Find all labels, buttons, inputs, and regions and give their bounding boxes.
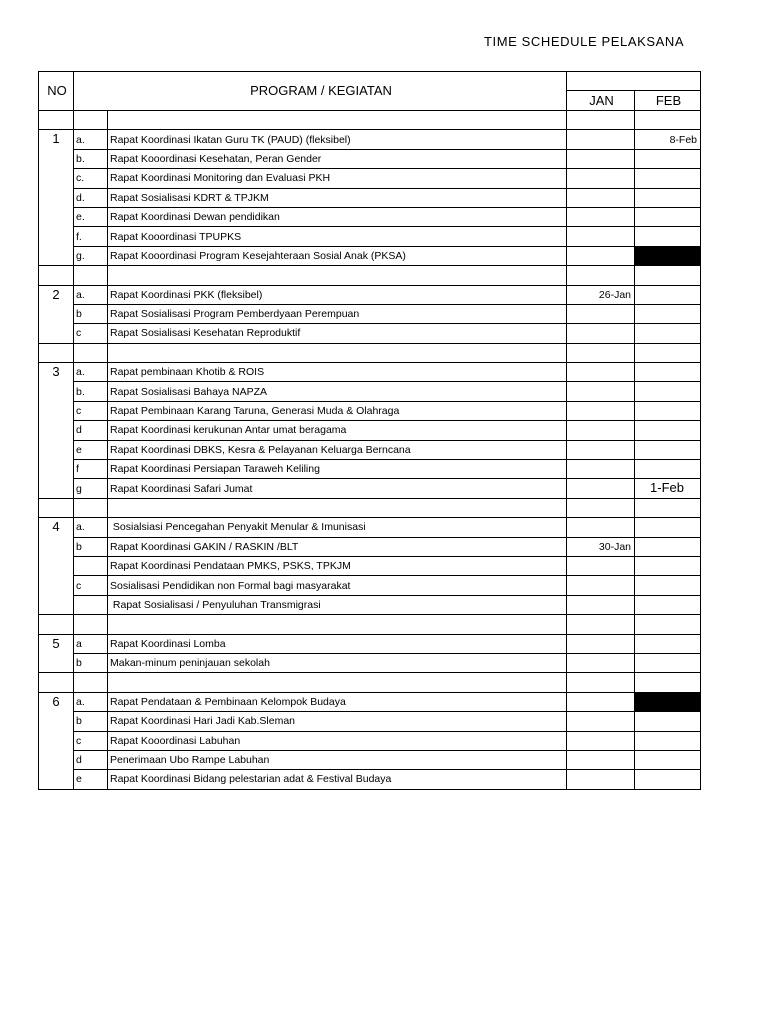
item-letter — [74, 556, 108, 575]
feb-cell — [635, 207, 701, 226]
feb-cell — [635, 750, 701, 769]
table-row — [39, 382, 701, 401]
feb-cell: 1-Feb — [635, 479, 701, 498]
page-title: TIME SCHEDULE PELAKSANA — [484, 34, 685, 49]
empty-cell — [567, 111, 635, 130]
jan-cell: 26-Jan — [567, 285, 635, 304]
feb-cell — [635, 460, 701, 479]
table-row — [39, 207, 701, 226]
empty-cell — [39, 615, 74, 634]
item-letter: d — [74, 750, 108, 769]
group-number: 1 — [39, 130, 74, 266]
item-text: Rapat Kooordinasi Kesehatan, Peran Gender — [108, 149, 567, 168]
empty-cell — [39, 498, 74, 517]
empty-cell — [108, 498, 567, 517]
jan-cell — [567, 246, 635, 265]
table-row — [39, 149, 701, 168]
item-text: Rapat Sosialisasi / Penyuluhan Transmigrasi — [108, 595, 567, 614]
item-letter: b — [74, 653, 108, 672]
table-row — [39, 692, 701, 711]
item-text: Rapat Pendataan & Pembinaan Kelompok Budaya — [108, 692, 567, 711]
table-row — [39, 712, 701, 731]
item-letter: c — [74, 576, 108, 595]
empty-cell — [74, 266, 108, 285]
feb-cell — [635, 731, 701, 750]
empty-cell — [74, 343, 108, 362]
item-text: Makan-minum peninjauan sekolah — [108, 653, 567, 672]
jan-cell — [567, 227, 635, 246]
feb-cell — [635, 712, 701, 731]
table-row — [39, 421, 701, 440]
table-row — [39, 595, 701, 614]
empty-cell — [39, 673, 74, 692]
empty-cell — [108, 266, 567, 285]
jan-cell — [567, 770, 635, 789]
item-text: Rapat Kooordinasi Labuhan — [108, 731, 567, 750]
jan-cell — [567, 634, 635, 653]
empty-cell — [635, 498, 701, 517]
table-row — [39, 770, 701, 789]
feb-cell — [635, 188, 701, 207]
item-text: Rapat Sosialisasi Program Pemberdyaan Perempuan — [108, 304, 567, 323]
table-row — [39, 653, 701, 672]
item-text: Rapat Pembinaan Karang Taruna, Generasi Muda & Olahraga — [108, 401, 567, 420]
item-letter: b — [74, 537, 108, 556]
table-row — [39, 479, 701, 498]
jan-cell — [567, 207, 635, 226]
feb-cell — [635, 421, 701, 440]
group-number: 6 — [39, 692, 74, 789]
feb-cell — [635, 227, 701, 246]
empty-cell — [74, 111, 108, 130]
group-number: 4 — [39, 518, 74, 615]
feb-cell — [635, 246, 701, 265]
item-text: Rapat Sosialisasi Bahaya NAPZA — [108, 382, 567, 401]
item-letter: e — [74, 770, 108, 789]
feb-cell — [635, 324, 701, 343]
empty-cell — [635, 111, 701, 130]
feb-cell — [635, 382, 701, 401]
empty-cell — [74, 615, 108, 634]
item-letter: e. — [74, 207, 108, 226]
item-text: Rapat Koordinasi Monitoring dan Evaluasi PKH — [108, 169, 567, 188]
jan-cell — [567, 460, 635, 479]
item-letter: a. — [74, 130, 108, 149]
empty-cell — [635, 266, 701, 285]
feb-cell — [635, 363, 701, 382]
jan-cell — [567, 576, 635, 595]
jan-cell — [567, 731, 635, 750]
item-letter — [74, 595, 108, 614]
jan-cell — [567, 304, 635, 323]
item-text: Rapat Kooordinasi Program Kesejahteraan Sosial Anak (PKSA) — [108, 246, 567, 265]
table-row — [39, 285, 701, 304]
empty-cell — [39, 266, 74, 285]
item-letter: g — [74, 479, 108, 498]
jan-cell — [567, 440, 635, 459]
empty-cell — [74, 673, 108, 692]
empty-cell — [567, 673, 635, 692]
item-letter: g. — [74, 246, 108, 265]
item-text: Sosialisasi Pendidikan non Formal bagi masyarakat — [108, 576, 567, 595]
item-text: Rapat Koordinasi Ikatan Guru TK (PAUD) (fleksibel) — [108, 130, 567, 149]
header-no: NO — [39, 72, 74, 111]
table-row — [39, 130, 701, 149]
empty-cell — [635, 615, 701, 634]
item-text: Rapat Sosialisasi Kesehatan Reproduktif — [108, 324, 567, 343]
feb-cell — [635, 518, 701, 537]
item-text: Rapat pembinaan Khotib & ROIS — [108, 363, 567, 382]
empty-cell — [567, 266, 635, 285]
jan-cell — [567, 556, 635, 575]
feb-cell — [635, 169, 701, 188]
spacer-row — [39, 111, 701, 130]
table-row — [39, 227, 701, 246]
item-letter: f — [74, 460, 108, 479]
header-row-1 — [39, 72, 701, 91]
jan-cell — [567, 169, 635, 188]
empty-cell — [567, 615, 635, 634]
group-number: 2 — [39, 285, 74, 343]
spacer-row — [39, 266, 701, 285]
feb-cell — [635, 285, 701, 304]
spacer-row — [39, 673, 701, 692]
jan-cell — [567, 479, 635, 498]
item-letter: e — [74, 440, 108, 459]
feb-cell: 8-Feb — [635, 130, 701, 149]
header-program: PROGRAM / KEGIATAN — [74, 72, 567, 111]
item-text: Penerimaan Ubo Rampe Labuhan — [108, 750, 567, 769]
feb-cell — [635, 595, 701, 614]
item-text: Rapat Koordinasi DBKS, Kesra & Pelayanan Keluarga Berncana — [108, 440, 567, 459]
empty-cell — [108, 111, 567, 130]
item-text: Rapat Koordinasi Dewan pendidikan — [108, 207, 567, 226]
item-letter: a. — [74, 692, 108, 711]
item-letter: a. — [74, 363, 108, 382]
empty-cell — [108, 343, 567, 362]
jan-cell — [567, 149, 635, 168]
table-row — [39, 363, 701, 382]
item-text: Rapat Kooordinasi TPUPKS — [108, 227, 567, 246]
feb-cell — [635, 770, 701, 789]
item-text: Sosialsiasi Pencegahan Penyakit Menular & Imunisasi — [108, 518, 567, 537]
feb-cell — [635, 556, 701, 575]
empty-cell — [39, 111, 74, 130]
feb-cell — [635, 401, 701, 420]
item-text: Rapat Koordinasi Bidang pelestarian adat & Festival Budaya — [108, 770, 567, 789]
header-feb: FEB — [635, 91, 701, 111]
item-letter: a. — [74, 285, 108, 304]
jan-cell — [567, 518, 635, 537]
jan-cell — [567, 324, 635, 343]
feb-cell — [635, 692, 701, 711]
item-letter: b. — [74, 382, 108, 401]
table-row — [39, 576, 701, 595]
jan-cell — [567, 421, 635, 440]
item-letter: c. — [74, 169, 108, 188]
table-row — [39, 401, 701, 420]
table-row — [39, 169, 701, 188]
empty-cell — [74, 498, 108, 517]
item-text: Rapat Koordinasi PKK (fleksibel) — [108, 285, 567, 304]
item-letter: d — [74, 421, 108, 440]
table-row — [39, 518, 701, 537]
jan-cell — [567, 653, 635, 672]
table-row — [39, 537, 701, 556]
jan-cell — [567, 750, 635, 769]
table-row — [39, 324, 701, 343]
feb-cell — [635, 304, 701, 323]
jan-cell — [567, 130, 635, 149]
feb-cell — [635, 576, 701, 595]
table-row — [39, 634, 701, 653]
item-text: Rapat Koordinasi Lomba — [108, 634, 567, 653]
item-text: Rapat Sosialisasi KDRT & TPJKM — [108, 188, 567, 207]
item-letter: a — [74, 634, 108, 653]
item-text: Rapat Koordinasi Pendataan PMKS, PSKS, TPKJM — [108, 556, 567, 575]
jan-cell — [567, 712, 635, 731]
header-month-group — [567, 72, 701, 91]
table-row — [39, 731, 701, 750]
table-row — [39, 556, 701, 575]
group-number: 3 — [39, 363, 74, 499]
spacer-row — [39, 343, 701, 362]
item-text: Rapat Koordinasi Safari Jumat — [108, 479, 567, 498]
item-letter: f. — [74, 227, 108, 246]
spacer-row — [39, 615, 701, 634]
table-row — [39, 246, 701, 265]
empty-cell — [39, 343, 74, 362]
item-letter: b. — [74, 149, 108, 168]
empty-cell — [635, 673, 701, 692]
item-letter: c — [74, 401, 108, 420]
item-letter: a. — [74, 518, 108, 537]
jan-cell — [567, 692, 635, 711]
spacer-row — [39, 498, 701, 517]
item-text: Rapat Koordinasi kerukunan Antar umat beragama — [108, 421, 567, 440]
item-text: Rapat Koordinasi GAKIN / RASKIN /BLT — [108, 537, 567, 556]
table-row — [39, 188, 701, 207]
jan-cell — [567, 188, 635, 207]
empty-cell — [635, 343, 701, 362]
empty-cell — [108, 673, 567, 692]
item-letter: b — [74, 304, 108, 323]
jan-cell: 30-Jan — [567, 537, 635, 556]
jan-cell — [567, 382, 635, 401]
feb-cell — [635, 653, 701, 672]
empty-cell — [567, 343, 635, 362]
jan-cell — [567, 595, 635, 614]
item-text: Rapat Koordinasi Persiapan Taraweh Keliling — [108, 460, 567, 479]
jan-cell — [567, 363, 635, 382]
feb-cell — [635, 537, 701, 556]
table-row — [39, 460, 701, 479]
item-letter: c — [74, 731, 108, 750]
item-text: Rapat Koordinasi Hari Jadi Kab.Sleman — [108, 712, 567, 731]
group-number: 5 — [39, 634, 74, 673]
schedule-table — [38, 71, 701, 790]
empty-cell — [108, 615, 567, 634]
empty-cell — [567, 498, 635, 517]
feb-cell — [635, 149, 701, 168]
item-letter: d. — [74, 188, 108, 207]
feb-cell — [635, 440, 701, 459]
table-row — [39, 304, 701, 323]
table-row — [39, 750, 701, 769]
table-row — [39, 440, 701, 459]
item-letter: c — [74, 324, 108, 343]
jan-cell — [567, 401, 635, 420]
header-jan: JAN — [567, 91, 635, 111]
item-letter: b — [74, 712, 108, 731]
feb-cell — [635, 634, 701, 653]
